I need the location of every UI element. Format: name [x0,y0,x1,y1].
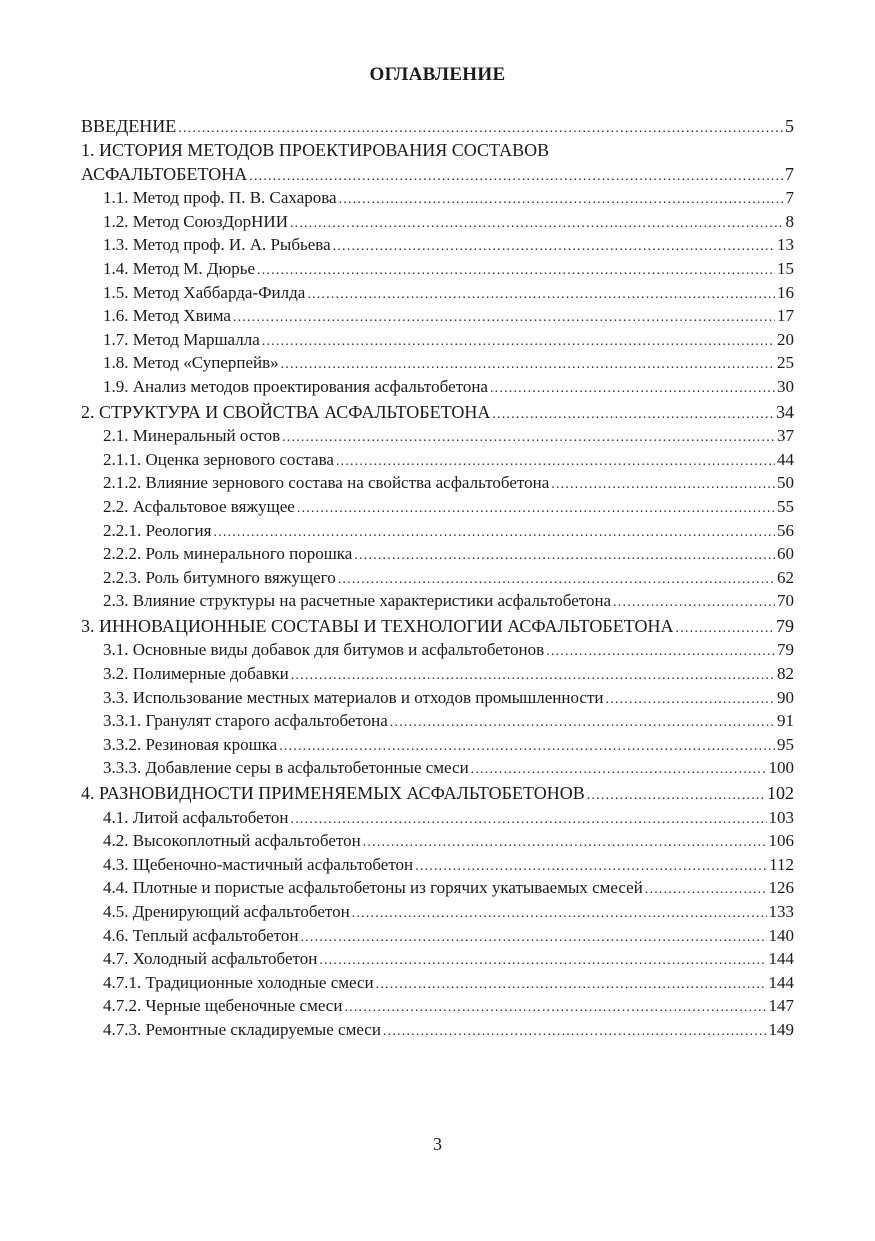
toc-entry-page: 17 [777,306,794,326]
toc-entry-title: 3.2. Полимерные добавки [103,664,289,684]
dot-leader [333,235,775,259]
toc-entry[interactable] [81,686,794,710]
toc-entry-title: 3.3.3. Добавление серы в асфальтобетонные смеси [103,758,469,778]
toc-entry[interactable] [81,424,794,448]
toc-entry[interactable] [81,115,794,139]
dot-leader [383,1020,767,1044]
toc-entry-title: 1.5. Метод Хаббарда-Филда [103,282,306,302]
toc-entry[interactable] [81,924,794,948]
toc-entry-page: 44 [777,449,794,469]
toc-entry-title: 4.7.1. Традиционные холодные смеси [103,972,374,992]
toc-entry-page: 100 [768,758,794,778]
dot-leader [390,711,775,735]
toc-entry-title: 2.1.2. Влияние зернового состава на свойства асфальтобетона [103,473,550,493]
toc-entry-title: 4.3. Щебеночно-мастичный асфальтобетон [103,854,414,874]
toc-entry[interactable] [81,401,794,425]
toc-entry[interactable] [81,782,794,806]
toc-entry-title: 4.1. Литой асфальтобетон [103,807,289,827]
toc-entry[interactable] [81,233,794,257]
toc-entry-page: 149 [768,1019,794,1039]
toc-entry-page: 91 [777,711,794,731]
toc-entry[interactable] [81,971,794,995]
toc-entry[interactable] [81,829,794,853]
toc-entry-title: 2.2.3. Роль битумного вяжущего [103,567,336,587]
toc-entry[interactable] [81,709,794,733]
dot-leader [262,330,775,354]
toc-entry[interactable] [81,733,794,757]
toc-entry-title: 4.4. Плотные и пористые асфальтобетоны из горячих укатываемых смесей [103,878,643,898]
toc-entry[interactable] [81,876,794,900]
toc-entry-page: 79 [776,615,794,636]
dot-leader [606,688,776,712]
toc-entry[interactable] [81,281,794,305]
toc-entry[interactable] [81,806,794,830]
toc-entry-title: 1.7. Метод Маршалла [103,329,260,349]
dot-leader [291,808,767,832]
dot-leader [376,973,767,997]
toc-entry-page: 102 [767,783,794,804]
dot-leader [319,949,766,973]
toc-entry-page: 60 [777,544,794,564]
dot-leader [297,497,775,521]
toc-entry[interactable] [81,471,794,495]
toc-entry-page: 15 [777,258,794,278]
toc-entry-title: 3. ИННОВАЦИОННЫЕ СОСТАВЫ И ТЕХНОЛОГИИ АСФАЛЬТОБЕТОНА [81,615,674,636]
toc-entry-page: 7 [785,163,794,184]
dot-leader [300,926,766,950]
toc-entry[interactable] [81,186,794,210]
toc-entry-page: 13 [777,235,794,255]
toc-entry[interactable] [81,448,794,472]
dot-leader [290,212,784,236]
toc-entry-page: 34 [776,401,794,422]
toc-entry[interactable] [81,375,794,399]
toc-entry-title: 1.8. Метод «Суперпейв» [103,353,279,373]
toc-entry-title: 4. РАЗНОВИДНОСТИ ПРИМЕНЯЕМЫХ АСФАЛЬТОБЕТОНОВ [81,783,585,804]
toc-entry-page: 147 [768,996,794,1016]
toc-entry-page: 106 [768,831,794,851]
dot-leader [178,117,783,141]
dot-leader [249,165,783,189]
dot-leader [307,283,775,307]
toc-entry[interactable] [81,853,794,877]
toc-entry-page: 7 [785,188,794,208]
toc-entry-page: 16 [777,282,794,302]
toc-entry[interactable] [81,495,794,519]
dot-leader [551,473,775,497]
toc-entry-page: 79 [777,640,794,660]
toc-entry-title: 3.3. Использование местных материалов и отходов промышленности [103,687,604,707]
dot-leader [282,426,775,450]
toc-entry[interactable] [81,638,794,662]
toc-entry[interactable] [81,1018,794,1042]
dot-leader [363,831,767,855]
toc-entry-title: ВВЕДЕНИЕ [81,116,177,136]
toc-entry-page: 8 [785,211,794,231]
toc-entry[interactable] [81,589,794,613]
toc-entry-title: 2. СТРУКТУРА И СВОЙСТВА АСФАЛЬТОБЕТОНА [81,401,491,422]
toc-entry-page: 30 [777,376,794,396]
toc-entry[interactable] [81,947,794,971]
toc-entry-page: 56 [777,520,794,540]
toc-entry[interactable] [81,542,794,566]
toc-entry-page: 82 [777,664,794,684]
toc-entry-page: 55 [777,496,794,516]
toc-entry-title: 2.2. Асфальтовое вяжущее [103,496,295,516]
toc-entry-title: 3.3.1. Гранулят старого асфальтобетона [103,711,388,731]
toc-entry-page: 50 [777,473,794,493]
toc-entry[interactable] [81,662,794,686]
toc-entry-page: 144 [768,972,794,992]
dot-leader [613,591,775,615]
dot-leader [587,784,765,808]
toc-entry-title: 2.1. Минеральный остов [103,426,281,446]
dot-leader [415,855,767,879]
toc-entry-title: 1.1. Метод проф. П. В. Сахарова [103,188,337,208]
toc-entry[interactable] [81,304,794,328]
dot-leader [471,758,767,782]
toc-entry-title: 1.3. Метод проф. И. А. Рыбьева [103,235,331,255]
toc-entry-page: 144 [768,949,794,969]
toc-entry-title: 1.4. Метод М. Дюрье [103,258,256,278]
toc-entry-page: 133 [768,902,794,921]
page-number: 3 [433,1134,442,1154]
toc-entry-title: 2.2.1. Реология [103,520,212,540]
dot-leader [279,735,775,759]
toc-entry[interactable] [81,566,794,590]
toc-entry-title: 4.7. Холодный асфальтобетон [103,949,318,969]
toc-entry[interactable] [81,257,794,281]
dot-leader [336,450,775,474]
toc-entry-page: 90 [777,687,794,707]
toc-entry-page: 62 [777,567,794,587]
toc-entry[interactable] [81,519,794,543]
dot-leader [339,188,784,212]
dot-leader [281,353,775,377]
toc-entry-page: 126 [768,878,794,898]
toc-entry-title: 4.7.2. Черные щебеночные смеси [103,996,343,1016]
toc-entry[interactable] [81,756,794,780]
toc-entry[interactable] [81,163,794,187]
toc-entry[interactable] [81,615,794,639]
dot-leader [291,664,775,688]
toc-entry-page: 140 [768,925,794,945]
toc-entry-title: 2.1.1. Оценка зернового состава [103,449,334,469]
toc-entry-page: 95 [777,734,794,754]
toc-entry-title: 1.6. Метод Хвима [103,306,231,326]
dot-leader [676,617,774,641]
toc-entry-title: 4.6. Теплый асфальтобетон [103,925,299,945]
toc-entry-first-line: 1. ИСТОРИЯ МЕТОДОВ ПРОЕКТИРОВАНИЯ СОСТАВОВ [81,139,550,160]
table-of-contents [81,115,794,1042]
dot-leader [257,259,775,283]
toc-entry-page: 25 [777,353,794,373]
toc-entry[interactable] [81,210,794,234]
toc-entry-title: 1.2. Метод СоюзДорНИИ [103,211,288,231]
dot-leader [546,640,775,664]
toc-entry-title: 3.1. Основные виды добавок для битумов и асфальтобетонов [103,640,545,660]
toc-entry-title: 1.9. Анализ методов проектирования асфальтобетона [103,376,488,396]
toc-entry-page: 70 [777,591,794,611]
dot-leader [233,306,775,330]
dot-leader [645,878,767,902]
toc-entry-page: 5 [785,116,794,136]
dot-leader [492,403,774,427]
toc-entry[interactable] [81,994,794,1018]
dot-leader [338,568,775,592]
dot-leader [354,544,775,568]
toc-entry-title: 2.3. Влияние структуры на расчетные характеристики асфальтобетона [103,591,612,611]
toc-entry-title: 4.7.3. Ремонтные складируемые смеси [103,1019,381,1039]
dot-leader [490,377,775,401]
dot-leader [213,521,775,545]
dot-leader [352,902,767,926]
toc-entry-page: 37 [777,426,794,446]
page-title: ОГЛАВЛЕНИЕ [369,64,506,85]
toc-entry-title: АСФАЛЬТОБЕТОНА [81,163,248,184]
toc-entry-page: 20 [777,329,794,349]
toc-entry-title: 4.5. Дренирующий асфальтобетон [103,902,350,921]
toc-entry-title: 4.2. Высокоплотный асфальтобетон [103,831,361,851]
dot-leader [344,996,766,1020]
toc-entry-page: 112 [769,854,794,874]
toc-entry-title: 3.3.2. Резиновая крошка [103,734,278,754]
toc-entry[interactable] [81,328,794,352]
toc-entry[interactable] [81,900,794,924]
toc-entry[interactable] [81,351,794,375]
toc-entry-page: 103 [768,807,794,827]
toc-entry-title: 2.2.2. Роль минерального порошка [103,544,353,564]
